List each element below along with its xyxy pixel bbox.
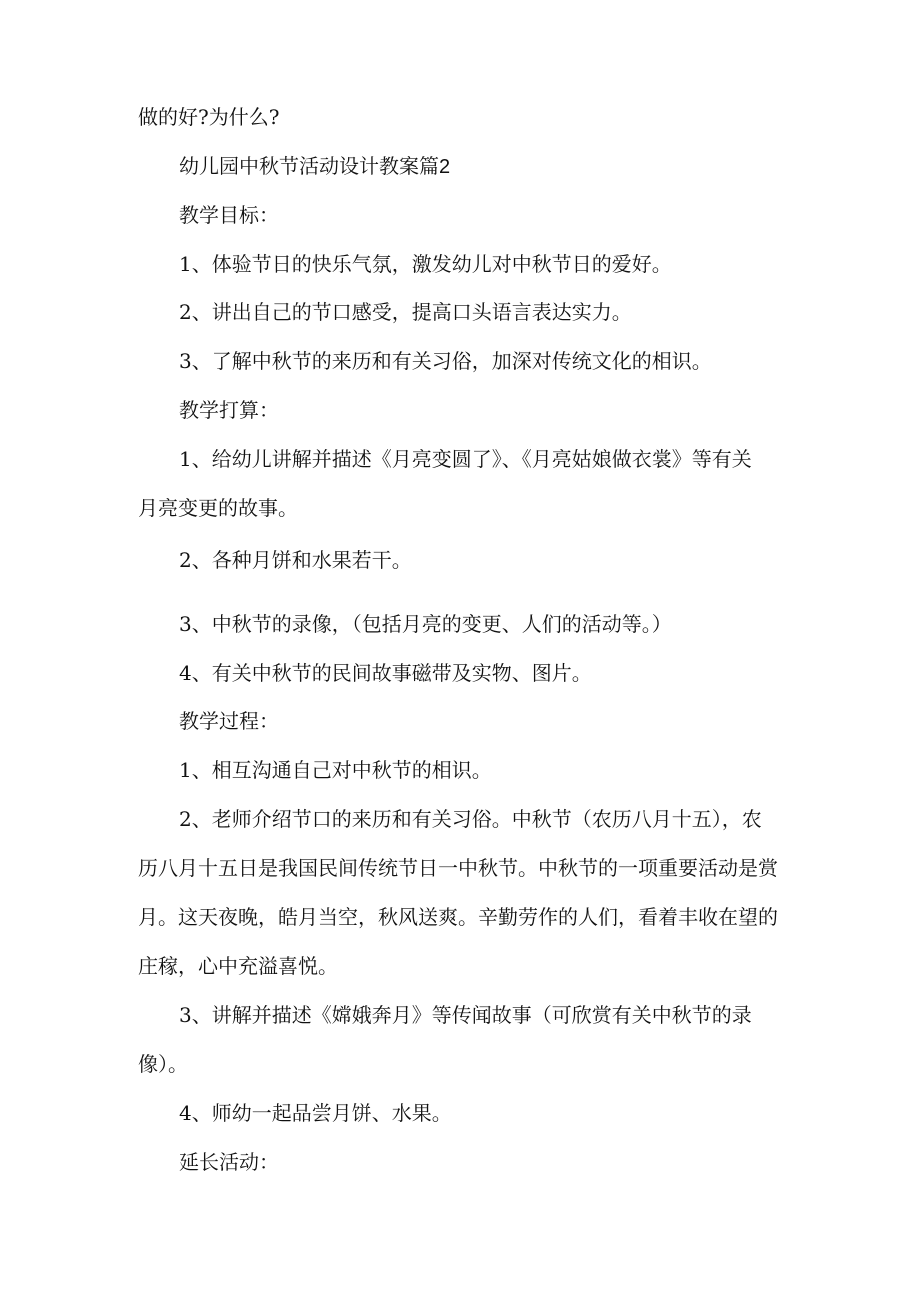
process-item-2-line-4: 庄稼，心中充溢喜悦。	[138, 954, 338, 978]
heading-teaching-goals: 教学目标：	[179, 203, 279, 227]
prep-item-1-continued: 月亮变更的故事。	[138, 496, 298, 520]
goal-item-2: 2、讲出自己的节口感受，提高口头语言表达实力。	[179, 300, 632, 324]
process-item-1: 1、相互沟通自己对中秋节的相识。	[179, 758, 492, 782]
heading-teaching-process: 教学过程：	[179, 709, 279, 733]
process-item-2-line-2: 历八月十五日是我国民间传统节日一中秋节。中秋节的一项重要活动是赏	[138, 856, 778, 880]
process-item-2-line-3: 月。这天夜晚，皓月当空，秋风送爽。辛勤劳作的人们，看着丰收在望的	[138, 905, 778, 929]
goal-item-1: 1、体验节日的快乐气氛，激发幼儿对中秋节日的爱好。	[179, 252, 672, 276]
prep-item-4: 4、有关中秋节的民间故事磁带及实物、图片。	[179, 661, 592, 685]
prep-item-3: 3、中秋节的录像，（包括月亮的变更、人们的活动等。）	[179, 612, 672, 636]
prep-item-2: 2、各种月饼和水果若干。	[179, 548, 412, 572]
process-item-3-continued: 像）。	[138, 1052, 188, 1076]
section-title: 幼儿园中秋节活动设计教案篇2	[179, 156, 451, 178]
process-item-2: 2、老师介绍节口的来历和有关习俗。中秋节（农历八月十五），农	[179, 807, 762, 831]
goal-item-3: 3、了解中秋节的来历和有关习俗，加深对传统文化的相识。	[179, 349, 712, 373]
process-item-3: 3、讲解并描述《嫦娥奔月》等传闻故事（可欣赏有关中秋节的录	[179, 1003, 752, 1027]
paragraph-continuation: 做的好?为什么?	[138, 105, 280, 129]
process-item-4: 4、师幼一起品尝月饼、水果。	[179, 1101, 452, 1125]
heading-extension-activity: 延长活动：	[179, 1150, 279, 1174]
prep-item-1: 1、给幼儿讲解并描述《月亮变圆了》、《月亮姑娘做衣裳》等有关	[179, 447, 752, 471]
heading-teaching-prep: 教学打算：	[179, 398, 279, 422]
